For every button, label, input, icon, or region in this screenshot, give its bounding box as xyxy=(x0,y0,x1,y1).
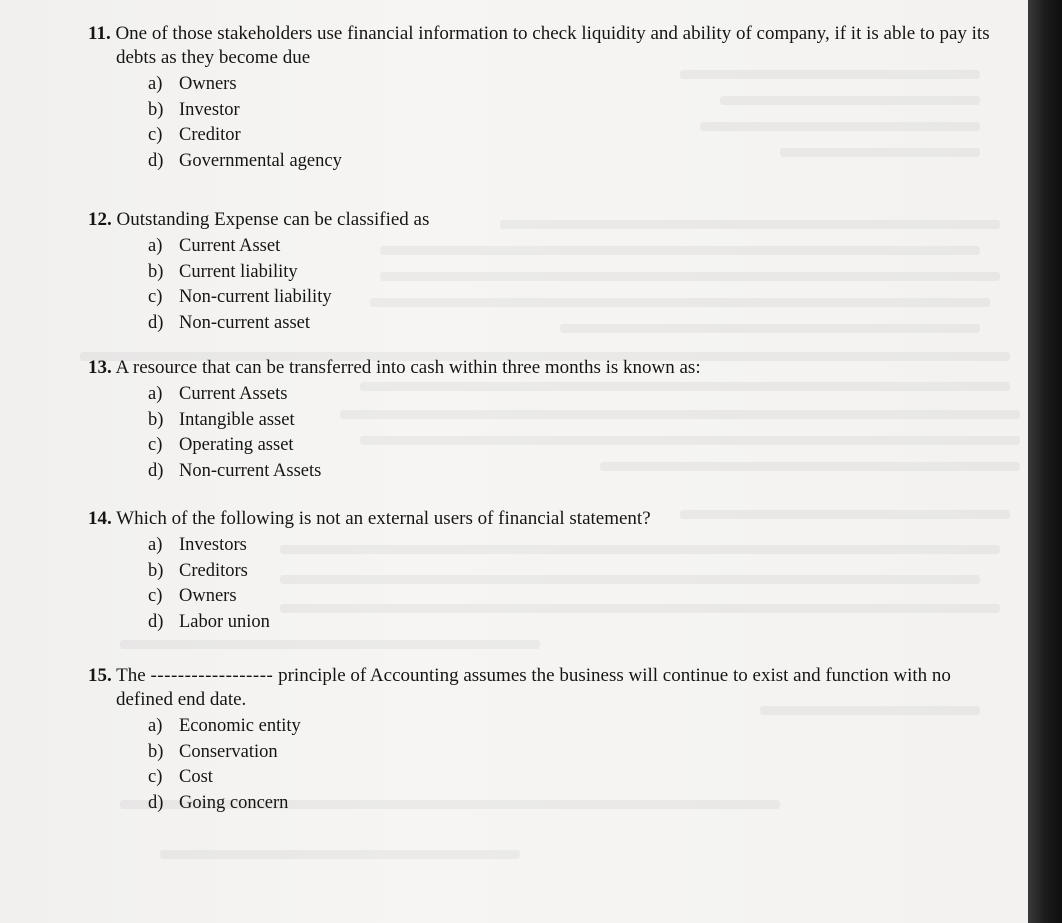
answer-options xyxy=(88,382,998,484)
option-text: Cost xyxy=(179,767,213,787)
option-text: Current liability xyxy=(179,261,298,282)
question-text: A resource that can be transferred into cash within three months is known as: xyxy=(115,357,701,378)
option-text: Owners xyxy=(179,74,237,94)
question-11 xyxy=(88,22,998,174)
option-b xyxy=(148,98,998,124)
fill-in-blank: ------------------ xyxy=(150,665,274,686)
question-15 xyxy=(88,664,998,816)
option-b xyxy=(148,260,998,286)
option-letter: b) xyxy=(148,261,164,282)
option-d xyxy=(148,610,998,636)
option-text: Investor xyxy=(179,99,240,120)
option-letter: a) xyxy=(148,535,163,555)
option-letter: d) xyxy=(148,150,164,171)
option-d xyxy=(148,459,998,485)
option-letter: d) xyxy=(148,792,164,813)
question-stem xyxy=(88,664,998,712)
option-letter: c) xyxy=(148,586,163,606)
question-number: 11. xyxy=(88,23,111,44)
option-letter: a) xyxy=(148,236,163,256)
question-number: 12. xyxy=(88,209,112,230)
option-text: Governmental agency xyxy=(179,150,342,171)
option-letter: a) xyxy=(148,716,163,736)
option-letter: d) xyxy=(148,611,164,632)
answer-options xyxy=(88,533,998,635)
option-letter: b) xyxy=(148,99,164,120)
answer-options xyxy=(88,714,998,816)
option-letter: c) xyxy=(148,287,163,307)
option-letter: a) xyxy=(148,384,163,404)
answer-options xyxy=(88,72,998,174)
answer-options xyxy=(88,234,998,336)
option-b xyxy=(148,408,998,434)
option-letter: c) xyxy=(148,767,163,787)
question-14 xyxy=(88,507,998,635)
question-number: 13. xyxy=(88,357,112,378)
question-stem xyxy=(88,22,998,70)
question-13 xyxy=(88,356,998,484)
option-text: Non-current liability xyxy=(179,287,332,307)
option-letter: b) xyxy=(148,741,164,762)
option-c xyxy=(148,765,998,791)
question-text: Outstanding Expense can be classified as xyxy=(116,209,430,230)
option-text: Creditor xyxy=(179,125,241,145)
option-a xyxy=(148,533,998,559)
option-letter: a) xyxy=(148,74,163,94)
question-stem xyxy=(88,356,998,380)
option-text: Conservation xyxy=(179,741,278,762)
option-text: Investors xyxy=(179,535,247,555)
option-d xyxy=(148,791,998,817)
question-stem xyxy=(88,507,998,531)
option-a xyxy=(148,714,998,740)
option-a xyxy=(148,382,998,408)
option-letter: c) xyxy=(148,435,163,455)
option-b xyxy=(148,740,998,766)
option-text: Economic entity xyxy=(179,716,301,736)
option-c xyxy=(148,433,998,459)
option-text: Owners xyxy=(179,586,237,606)
option-letter: b) xyxy=(148,409,164,430)
question-stem xyxy=(88,208,998,232)
option-letter: d) xyxy=(148,460,164,481)
question-12 xyxy=(88,208,998,336)
option-c xyxy=(148,285,998,311)
option-b xyxy=(148,559,998,585)
option-d xyxy=(148,311,998,337)
option-text: Operating asset xyxy=(179,435,294,455)
option-text: Current Assets xyxy=(179,384,288,404)
question-number: 15. xyxy=(88,665,112,686)
option-text: Intangible asset xyxy=(179,409,295,430)
option-letter: c) xyxy=(148,125,163,145)
option-letter: b) xyxy=(148,560,164,581)
question-text: One of those stakeholders use financial information to check liquidity and ability of company, if it is able to pay its debts as they become due xyxy=(115,23,990,68)
option-a xyxy=(148,72,998,98)
question-text-after: principle of Accounting assumes the business will continue to exist and function with no defined end date. xyxy=(116,665,951,710)
option-text: Non-current asset xyxy=(179,312,310,333)
option-a xyxy=(148,234,998,260)
option-d xyxy=(148,149,998,175)
option-c xyxy=(148,584,998,610)
option-text: Labor union xyxy=(179,611,270,632)
option-text: Current Asset xyxy=(179,236,281,256)
option-letter: d) xyxy=(148,312,164,333)
option-text: Going concern xyxy=(179,792,289,813)
page-edge-shadow xyxy=(1028,0,1062,923)
question-text-before: The xyxy=(116,665,146,686)
option-c xyxy=(148,123,998,149)
option-text: Non-current Assets xyxy=(179,460,322,481)
option-text: Creditors xyxy=(179,560,248,581)
question-number: 14. xyxy=(88,508,112,529)
question-text: Which of the following is not an external users of financial statement? xyxy=(116,508,651,529)
